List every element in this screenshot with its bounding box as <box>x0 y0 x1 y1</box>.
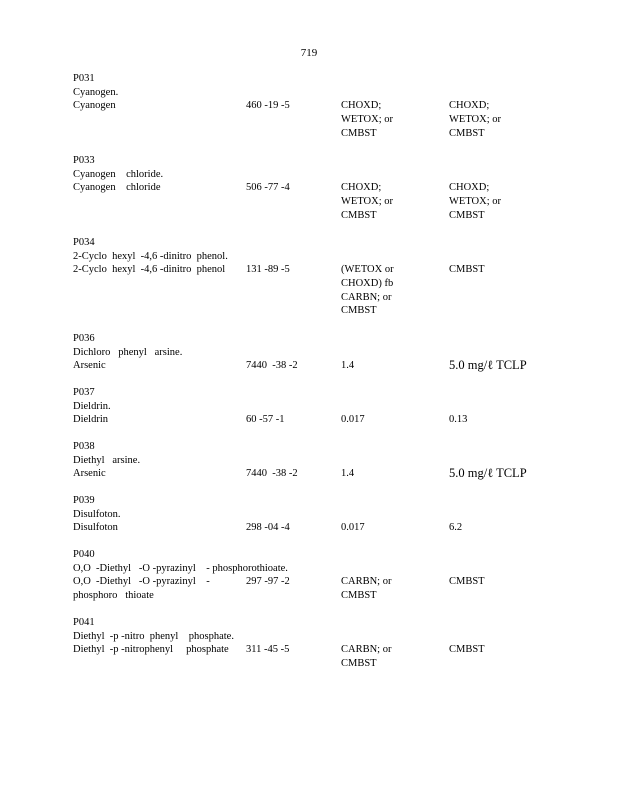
waste-entry-p040 <box>73 548 593 602</box>
cas-number: 311 -45 -5 <box>246 644 290 656</box>
nonwastewater-standard: CMBST <box>449 576 485 588</box>
constituent-name: Arsenic <box>73 360 106 372</box>
waste-entry-p038 <box>73 440 593 481</box>
waste-description: Dieldrin. <box>73 400 111 412</box>
waste-entry-p033 <box>73 154 593 221</box>
wastewater-standard: 1.4 <box>341 468 355 480</box>
waste-code: P031 <box>73 73 95 84</box>
constituent-name: Diethyl -p -nitrophenyl phosphate <box>73 644 229 656</box>
waste-entry-p034 <box>73 236 593 317</box>
waste-description: Diethyl arsine. <box>73 454 141 466</box>
cas-number: 7440 -38 -2 <box>246 360 298 372</box>
nonwastewater-standard: 5.0 mg/ℓ TCLP <box>449 466 527 481</box>
wastewater-standard: CHOXD; WETOX; or CMBST <box>341 100 394 139</box>
wastewater-standard: CHOXD; WETOX; or CMBST <box>341 182 394 221</box>
cas-number: 297 -97 -2 <box>246 576 290 588</box>
waste-code: P040 <box>73 549 95 560</box>
waste-code: P039 <box>73 495 95 506</box>
waste-code: P038 <box>73 441 95 452</box>
cas-number: 60 -57 -1 <box>246 414 285 426</box>
waste-description: Cyanogen. <box>73 86 119 98</box>
waste-code: P041 <box>73 617 95 628</box>
wastewater-standard: 0.017 <box>341 522 365 534</box>
waste-description: O,O -Diethyl -O -pyrazinyl - phosphorothioate. <box>73 562 288 574</box>
wastewater-standard: (WETOX or CHOXD) fb CARBN; or CMBST <box>341 264 394 317</box>
waste-entry-p036 <box>73 332 593 373</box>
nonwastewater-standard: CHOXD; WETOX; or CMBST <box>449 182 502 221</box>
waste-entry-p031 <box>73 72 593 139</box>
waste-description: Diethyl -p -nitro phenyl phosphate. <box>73 630 234 642</box>
waste-code: P034 <box>73 237 95 248</box>
waste-description: 2-Cyclo hexyl -4,6 -dinitro phenol. <box>73 250 228 262</box>
waste-description: Dichloro phenyl arsine. <box>73 346 183 358</box>
constituent-name: Cyanogen <box>73 100 116 112</box>
wastewater-standard: CARBN; or CMBST <box>341 576 392 602</box>
nonwastewater-standard: CMBST <box>449 264 485 276</box>
page-number: 719 <box>300 47 318 59</box>
waste-entry-p041 <box>73 616 593 670</box>
waste-description: Disulfoton. <box>73 508 121 520</box>
wastewater-standard: 1.4 <box>341 360 355 372</box>
nonwastewater-standard: 6.2 <box>449 522 463 534</box>
constituent-name: 2-Cyclo hexyl -4,6 -dinitro phenol <box>73 264 226 276</box>
nonwastewater-standard: CMBST <box>449 644 485 656</box>
waste-entry-p039 <box>73 494 593 534</box>
cas-number: 298 -04 -4 <box>246 522 290 534</box>
constituent-name: Disulfoton <box>73 522 118 534</box>
constituent-name: Arsenic <box>73 468 106 480</box>
waste-code: P033 <box>73 155 95 166</box>
cas-number: 506 -77 -4 <box>246 182 290 194</box>
wastewater-standard: 0.017 <box>341 414 365 426</box>
waste-code: P037 <box>73 387 95 398</box>
constituent-name: Cyanogen chloride <box>73 182 161 194</box>
constituent-name: Dieldrin <box>73 414 108 426</box>
nonwastewater-standard: CHOXD; WETOX; or CMBST <box>449 100 502 139</box>
waste-description: Cyanogen chloride. <box>73 168 164 180</box>
wastewater-standard: CARBN; or CMBST <box>341 644 392 670</box>
nonwastewater-standard: 0.13 <box>449 414 468 426</box>
cas-number: 131 -89 -5 <box>246 264 290 276</box>
constituent-name: O,O -Diethyl -O -pyrazinyl - phosphoro thioate <box>73 576 210 602</box>
waste-entry-p037 <box>73 386 593 426</box>
cas-number: 7440 -38 -2 <box>246 468 298 480</box>
waste-code: P036 <box>73 333 95 344</box>
nonwastewater-standard: 5.0 mg/ℓ TCLP <box>449 358 527 373</box>
cas-number: 460 -19 -5 <box>246 100 290 112</box>
